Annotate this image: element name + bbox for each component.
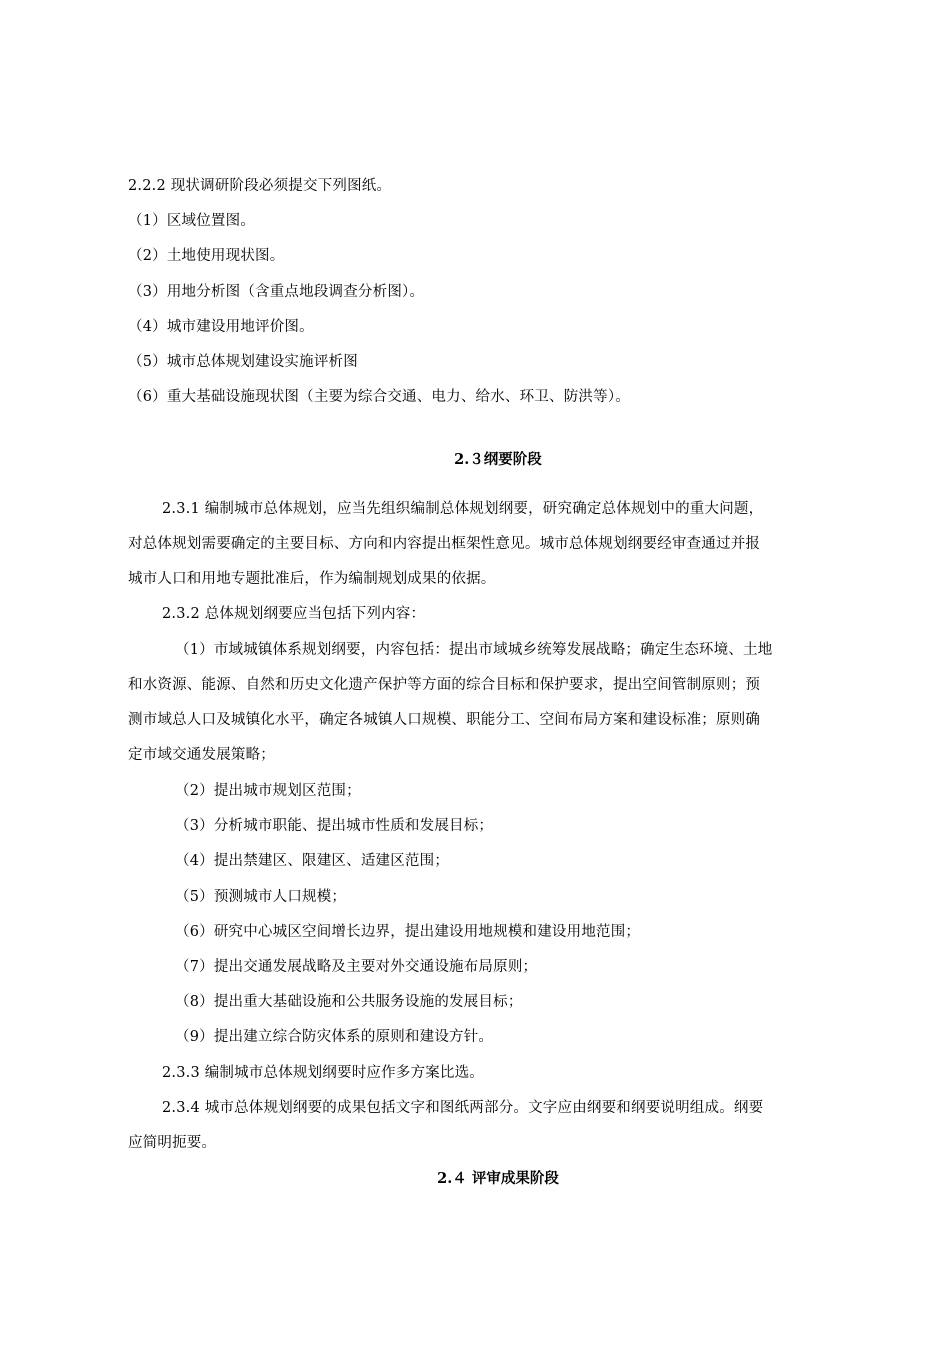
- item-1-line: 定市域交通发展策略；: [128, 747, 275, 763]
- list-item: （8）提出重大基础设施和公共服务设施的发展目标；: [175, 994, 523, 1010]
- list-item: （5）预测城市人口规模；: [175, 889, 347, 905]
- list-item: （3）分析城市职能、提出城市性质和发展目标；: [175, 818, 494, 834]
- list-item: （1）区域位置图。: [128, 213, 256, 229]
- list-item: （6）研究中心城区空间增长边界，提出建设用地规模和建设用地范围；: [175, 924, 641, 940]
- paragraph-231-line: 对总体规划需要确定的主要目标、方向和内容提出框架性意见。城市总体规划纲要经审查通过并报: [128, 536, 761, 552]
- list-item: （9）提出建立综合防灾体系的原则和建设方针。: [175, 1029, 494, 1045]
- list-item: （4）城市建设用地评价图。: [128, 319, 314, 335]
- paragraph-233: 2.3.3 编制城市总体规划纲要时应作多方案比选。: [162, 1065, 485, 1081]
- list-item: （7）提出交通发展战略及主要对外交通设施布局原则；: [175, 959, 538, 975]
- list-item: （6）重大基础设施现状图（主要为综合交通、电力、给水、环卫、防洪等）。: [128, 389, 630, 405]
- list-item: （2）土地使用现状图。: [128, 248, 285, 264]
- section-24-heading: 2.４ 评审成果阶段: [437, 1170, 559, 1187]
- item-1-line: 测市域总人口及城镇化水平，确定各城镇人口规模、职能分工、空间布局方案和建设标准；原则确: [128, 712, 761, 728]
- paragraph-234-line: 2.3.4 城市总体规划纲要的成果包括文字和图纸两部分。文字应由纲要和纲要说明组成。纲要: [162, 1100, 764, 1116]
- paragraph-231-line: 2.3.1 编制城市总体规划，应当先组织编制总体规划纲要，研究确定总体规划中的重大问题，: [162, 501, 764, 517]
- section-222-title: 2.2.2 现状调研阶段必须提交下列图纸。: [128, 178, 392, 194]
- paragraph-232: 2.3.2 总体规划纲要应当包括下列内容：: [162, 606, 426, 622]
- list-item: （4）提出禁建区、限建区、适建区范围；: [175, 853, 450, 869]
- section-23-heading: 2.３纲要阶段: [454, 451, 542, 468]
- list-item: （5）城市总体规划建设实施评析图: [128, 354, 358, 370]
- item-1-line: 和水资源、能源、自然和历史文化遗产保护等方面的综合目标和保护要求，提出空间管制原则；预: [128, 677, 761, 693]
- list-item: （3）用地分析图（含重点地段调查分析图）。: [128, 284, 425, 300]
- list-item: （2）提出城市规划区范围；: [175, 783, 361, 799]
- item-1-line: （1）市域城镇体系规划纲要，内容包括：提出市域城乡统筹发展战略；确定生态环境、土地: [175, 642, 773, 658]
- paragraph-234-line: 应简明扼要。: [128, 1135, 217, 1151]
- paragraph-231-line: 城市人口和用地专题批准后，作为编制规划成果的依据。: [128, 571, 496, 587]
